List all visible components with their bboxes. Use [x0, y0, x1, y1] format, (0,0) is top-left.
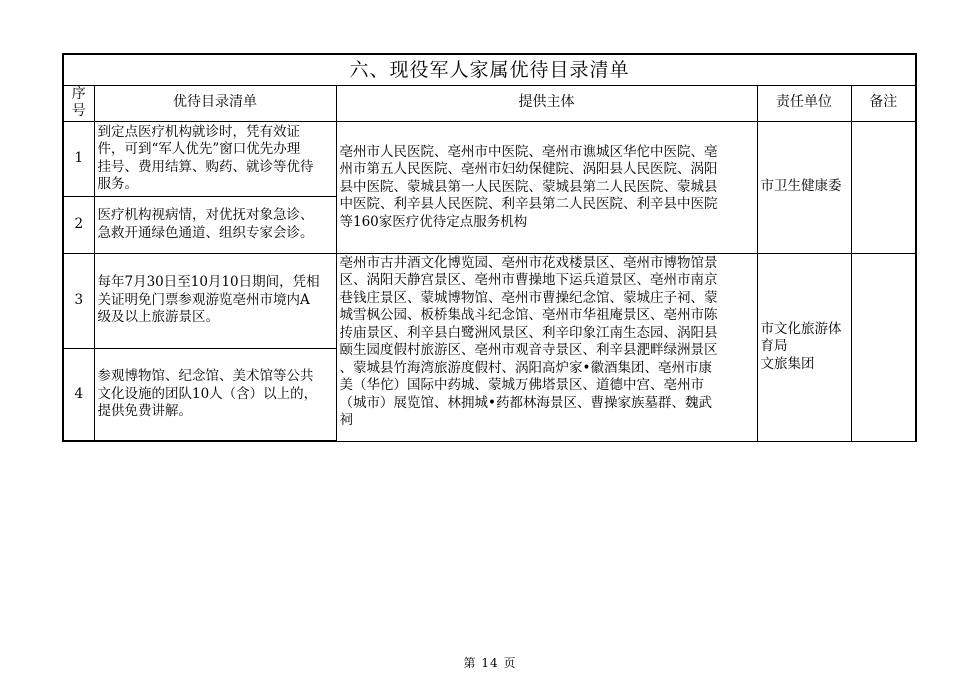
row-item-text: 每年7月30日至10月10日期间，凭相 关证明免门票参观游览亳州市境内A 级及以上旅游景区。 — [97, 274, 320, 326]
row-item — [94, 121, 336, 196]
table-title: 六、现役军人家属优待目录清单 — [63, 54, 916, 85]
unit-cell — [757, 121, 851, 253]
unit-text: 市卫生健康委 — [760, 178, 842, 195]
provider-cell — [336, 253, 757, 441]
row-number: 4 — [63, 348, 94, 441]
row-item-text: 参观博物馆、纪念馆、美术馆等公共 文化设施的团队10人（含）以上的， 提供免费讲解。 — [97, 368, 318, 419]
header-unit: 责任单位 — [757, 85, 851, 121]
page-number: 第 14 页 — [463, 656, 517, 670]
row-item — [94, 348, 336, 441]
preferential-list-table — [62, 53, 917, 442]
remark-cell — [851, 253, 916, 441]
provider-text: 亳州市古井酒文化博览园、亳州市花戏楼景区、亳州市博物馆景 区、涡阳天静宫景区、亳州市曹操地下运兵道景区、亳州市南京 巷钱庄景区、蒙城博物馆、亳州市曹操纪念馆、蒙城庄子祠、蒙 城雪枫公园、板桥集战斗纪念馆、亳州市华祖庵景区、亳州市陈 抟庙景区、利辛县白鹭洲风景区、利辛印象江南生态园、涡阳县 颐生园度假村旅游区、亳州市观音寺景区、利辛县淝畔绿洲景区 、蒙城县竹海湾旅游度假村、涡阳高炉家•徽酒集团、亳州市康 美（华佗）国际中药城、蒙城万佛塔景区、道德中宫、亳州市 （城市）展览馆、林拥城•药都林海景区、曹操家族墓群、魏武 祠 — [339, 254, 718, 428]
unit-text: 市文化旅游体 育局 文旅集团 — [760, 320, 842, 372]
row-item-text: 到定点医疗机构就诊时，凭有效证 件，可到“军人优先”窗口优先办理 挂号、费用结算、购药、就诊等优待 服务。 — [97, 123, 314, 192]
provider-text: 亳州市人民医院、亳州市中医院、亳州市谯城区华佗中医院、亳 州市第五人民医院、亳州市妇幼保健院、涡阳县人民医院、涡阳 县中医院、蒙城县第一人民医院、蒙城县第二人民医院、蒙城县 中医院、利辛县人民医院、利辛县第二人民医院、利辛县中医院 等160家医疗优待定点服务机构 — [339, 143, 718, 230]
remark-cell — [851, 121, 916, 253]
row-item — [94, 253, 336, 348]
header-row — [63, 85, 916, 121]
header-no: 序号 — [63, 85, 94, 121]
header-item: 优待目录清单 — [94, 85, 336, 121]
row-number: 2 — [63, 196, 94, 253]
table-row — [63, 253, 916, 348]
row-number: 1 — [63, 121, 94, 196]
row-item-text: 医疗机构视病情，对优抚对象急诊、 急救开通绿色通道、组织专家会诊。 — [97, 207, 314, 241]
unit-cell — [757, 253, 851, 441]
row-number: 3 — [63, 253, 94, 348]
table-row — [63, 121, 916, 196]
title-row — [63, 54, 916, 85]
provider-cell — [336, 121, 757, 253]
header-provider: 提供主体 — [336, 85, 757, 121]
row-item — [94, 196, 336, 253]
header-remark: 备注 — [851, 85, 916, 121]
